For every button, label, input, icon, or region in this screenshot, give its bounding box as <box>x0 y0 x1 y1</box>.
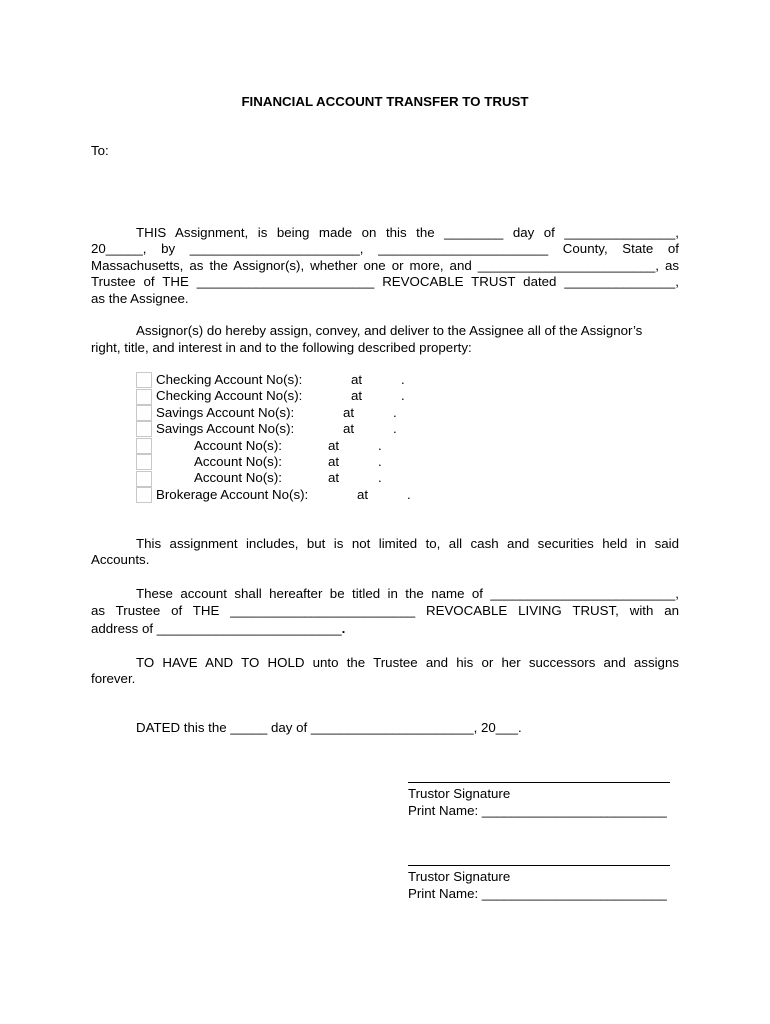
habendum-line-1: TO HAVE AND TO HOLD unto the Trustee and his or her successors and assigns <box>136 655 679 670</box>
account-label: Checking Account No(s): <box>156 372 303 387</box>
checkbox[interactable] <box>136 471 152 487</box>
grant-line-1: Assignor(s) do hereby assign, convey, and deliver to the Assignee all of the Assignor’s <box>136 323 643 338</box>
checkbox[interactable] <box>136 487 152 503</box>
titled-line-3 <box>91 621 679 638</box>
account-at: at <box>328 454 340 469</box>
account-dot: . <box>407 487 411 502</box>
account-dot: . <box>401 372 405 387</box>
print-name-field[interactable]: Print Name: _________________________ <box>408 886 667 901</box>
address-blank: address of _________________________ <box>91 621 342 636</box>
titled-line-1: These account shall hereafter be titled in the name of _________________________, <box>136 586 679 601</box>
checkbox[interactable] <box>136 405 152 421</box>
signature-label: Trustor Signature <box>408 786 511 801</box>
dated-line: DATED this the _____ day of ______________________, 20___. <box>136 720 522 735</box>
account-at: at <box>351 372 363 387</box>
signature-line[interactable] <box>408 865 670 866</box>
account-label: Savings Account No(s): <box>156 421 295 436</box>
checkbox[interactable] <box>136 454 152 470</box>
account-label: Brokerage Account No(s): <box>156 487 309 502</box>
checkbox[interactable] <box>136 372 152 388</box>
assignment-line-1: THIS Assignment, is being made on this the ________ day of _______________, <box>136 225 679 240</box>
account-dot: . <box>393 421 397 436</box>
account-dot: . <box>401 388 405 403</box>
checkbox[interactable] <box>136 438 152 454</box>
grant-line-2: right, title, and interest in and to the following described property: <box>91 340 472 355</box>
print-name-field[interactable]: Print Name: _________________________ <box>408 803 667 818</box>
to-label: To: <box>91 143 109 158</box>
account-label: Savings Account No(s): <box>156 405 295 420</box>
address-period: . <box>341 621 346 636</box>
assignment-line-3: Massachusetts, as the Assignor(s), whether one or more, and ________________________, as <box>91 258 679 273</box>
assignment-line-4: Trustee of THE ________________________ REVOCABLE TRUST dated _______________, <box>91 274 679 289</box>
account-at: at <box>343 405 355 420</box>
account-at: at <box>328 470 340 485</box>
account-dot: . <box>378 454 382 469</box>
signature-line[interactable] <box>408 782 670 783</box>
account-label: Checking Account No(s): <box>156 388 303 403</box>
account-label: Account No(s): <box>194 470 282 485</box>
document-title: FINANCIAL ACCOUNT TRANSFER TO TRUST <box>241 94 529 109</box>
checkbox[interactable] <box>136 421 152 437</box>
account-at: at <box>343 421 355 436</box>
account-dot: . <box>378 438 382 453</box>
account-dot: . <box>378 470 382 485</box>
account-at: at <box>357 487 369 502</box>
account-at: at <box>351 388 363 403</box>
assignment-line-5: as the Assignee. <box>91 291 189 306</box>
checkbox[interactable] <box>136 389 152 405</box>
signature-label: Trustor Signature <box>408 869 511 884</box>
titled-line-2: as Trustee of THE _________________________ REVOCABLE LIVING TRUST, with an <box>91 603 679 618</box>
habendum-line-2: forever. <box>91 671 136 686</box>
account-at: at <box>328 438 340 453</box>
includes-line-2: Accounts. <box>91 552 150 567</box>
account-dot: . <box>393 405 397 420</box>
account-label: Account No(s): <box>194 438 282 453</box>
assignment-line-2: 20_____, by _______________________, _______________________ County, State of <box>91 241 679 256</box>
includes-line-1: This assignment includes, but is not limited to, all cash and securities held in said <box>136 536 679 551</box>
account-label: Account No(s): <box>194 454 282 469</box>
